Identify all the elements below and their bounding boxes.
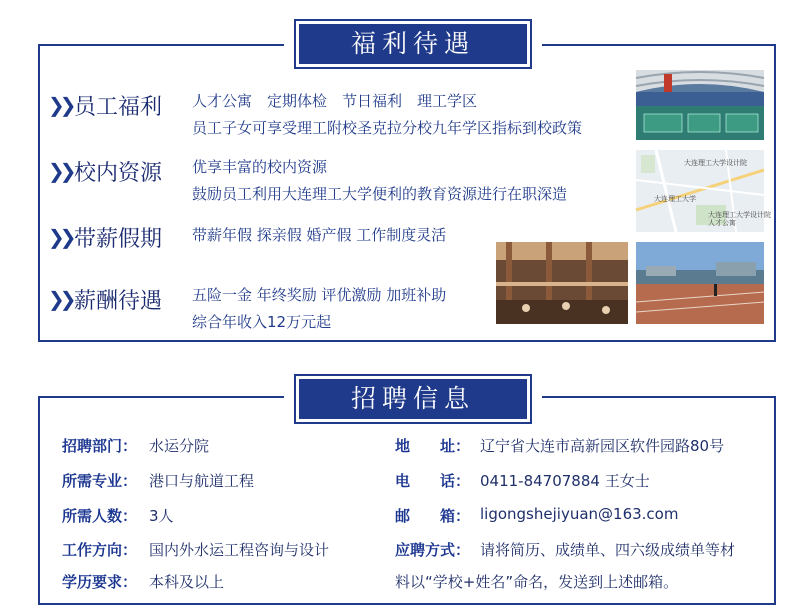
welfare-title-frame xyxy=(284,13,542,75)
info-label: 招聘部门： xyxy=(62,437,138,455)
chevron-right-icon: ❯❯ xyxy=(48,287,72,311)
info-label: 所需专业： xyxy=(62,472,138,490)
info-value: 辽宁省大连市高新园区软件园路80号 xyxy=(480,437,725,455)
welfare-line: 五险一金 年终奖励 评优激励 加班补助 xyxy=(192,286,447,304)
welfare-line: 优享丰富的校内资源 xyxy=(192,158,328,176)
welfare-heading-leave: 带薪假期 xyxy=(74,227,163,252)
map-label: 大连理工大学设计院 xyxy=(684,159,747,167)
info-label: 邮 箱： xyxy=(395,507,471,525)
recruit-title-frame xyxy=(284,368,542,430)
chevron-right-icon: ❯❯ xyxy=(48,93,72,117)
welfare-line: 鼓励员工利用大连理工大学便利的教育资源进行在职深造 xyxy=(192,185,568,203)
info-label: 电 话： xyxy=(395,472,471,490)
info-label: 工作方向： xyxy=(62,541,138,559)
info-value: 0411-84707884 王女士 xyxy=(480,472,650,490)
welfare-heading-salary: 薪酬待遇 xyxy=(74,289,163,314)
info-value: 请将简历、成绩单、四六级成绩单等材 xyxy=(480,541,736,559)
welfare-title: 福利待遇 xyxy=(299,24,527,64)
info-value: 料以“学校+姓名”命名，发送到上述邮箱。 xyxy=(395,573,679,591)
recruit-title: 招聘信息 xyxy=(299,379,527,419)
welfare-line: 带薪年假 探亲假 婚产假 工作制度灵活 xyxy=(192,226,447,244)
chevron-right-icon: ❯❯ xyxy=(48,225,72,249)
map-label: 大连理工大学设计院 xyxy=(708,211,771,219)
stadium-photo xyxy=(636,70,764,140)
map-label: 大连理工大学 xyxy=(654,195,696,203)
info-value: 港口与航道工程 xyxy=(149,472,255,490)
welfare-line: 员工子女可享受理工附校圣克拉分校九年学区指标到校政策 xyxy=(192,119,583,137)
info-label: 地 址： xyxy=(395,437,471,455)
sports-field-photo xyxy=(636,242,764,324)
info-label: 学历要求： xyxy=(62,573,138,591)
chevron-right-icon: ❯❯ xyxy=(48,159,72,183)
email-value: ligongshejiyuan@163.com xyxy=(480,505,679,523)
info-value: 本科及以上 xyxy=(149,573,225,591)
library-photo xyxy=(496,242,628,324)
info-label: 应聘方式： xyxy=(395,541,471,559)
info-label: 所需人数： xyxy=(62,507,138,525)
welfare-line: 综合年收入12万元起 xyxy=(192,313,332,331)
welfare-line: 人才公寓 定期体检 节日福利 理工学区 xyxy=(192,92,478,110)
info-value: 水运分院 xyxy=(149,437,210,455)
welfare-heading-campus: 校内资源 xyxy=(74,161,163,186)
info-value: 3人 xyxy=(149,507,174,525)
info-value: 国内外水运工程咨询与设计 xyxy=(149,541,330,559)
campus-map xyxy=(636,150,771,232)
welfare-heading-employee: 员工福利 xyxy=(74,95,163,120)
map-label: 人才公寓 xyxy=(708,219,736,227)
